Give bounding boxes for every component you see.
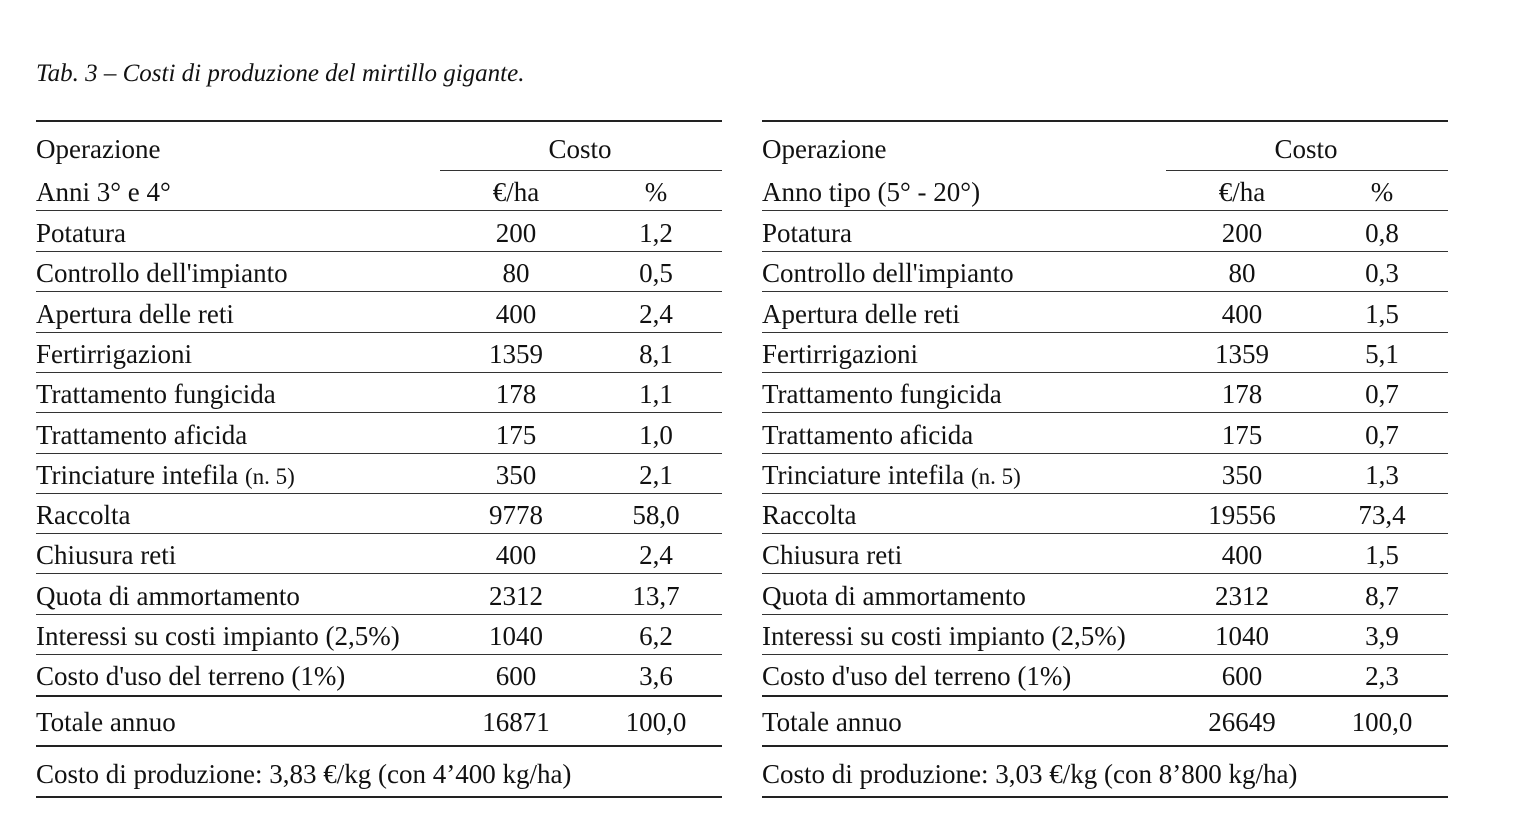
- row-label-text: Potatura: [762, 218, 852, 248]
- table-rule: [762, 573, 1448, 574]
- row-percent-value: 0,7: [1365, 419, 1399, 450]
- row-eur-value: 2312: [489, 580, 543, 611]
- table-rule: [36, 291, 722, 292]
- row-label: [36, 415, 247, 455]
- table-rule: [762, 372, 1448, 373]
- header-eur-per-ha: €/ha: [492, 177, 540, 207]
- row-percent-value: 0,3: [1365, 258, 1399, 289]
- row-eur-value: 600: [1221, 661, 1263, 692]
- row-label: [36, 576, 300, 616]
- row-percent-value: 1,3: [1365, 459, 1399, 490]
- row-label-text: Interessi su costi impianto (2,5%): [36, 621, 400, 651]
- row-label: [36, 495, 130, 535]
- cost-table-typical-year: [762, 0, 1450, 833]
- row-percent-value: 0,8: [1365, 218, 1399, 248]
- table-rule: [762, 745, 1448, 747]
- row-eur-value: 178: [495, 379, 537, 410]
- table-rule: [36, 412, 722, 413]
- table-rule: [36, 745, 722, 747]
- production-cost-note: Costo di produzione: 3,03 €/kg (con 8’800 kg/ha): [762, 759, 1298, 789]
- table-rule: [1166, 170, 1448, 171]
- table-rule: [762, 291, 1448, 292]
- row-label: [36, 374, 276, 414]
- row-label-text: Trinciature intefila: [762, 459, 965, 490]
- row-percent-value: 1,1: [639, 379, 673, 410]
- row-label-note: (n. 5): [244, 463, 295, 489]
- row-label-text: Apertura delle reti: [762, 298, 960, 329]
- row-eur-value: 600: [495, 661, 537, 692]
- total-label: Totale annuo: [36, 707, 176, 737]
- row-label: [36, 294, 234, 334]
- row-label: [762, 576, 1026, 616]
- total-percent-value: 100,0: [1351, 707, 1413, 737]
- row-eur-value: 350: [1221, 459, 1263, 490]
- table-rule: [36, 695, 722, 697]
- header-percent: %: [1370, 177, 1394, 207]
- row-eur-value: 175: [1221, 419, 1263, 450]
- row-percent-value: 2,4: [639, 540, 673, 571]
- row-label: [762, 253, 1014, 293]
- row-label-text: Potatura: [36, 218, 126, 248]
- row-percent-value: 1,5: [1365, 540, 1399, 571]
- row-label-text: Costo d'uso del terreno (1%): [36, 661, 346, 692]
- header-costo: Costo: [548, 134, 612, 164]
- production-cost-note: Costo di produzione: 3,83 €/kg (con 4’400 kg/ha): [36, 759, 572, 789]
- table-caption: Tab. 3 – Costi di produzione del mirtillo gigante.: [36, 60, 525, 87]
- table-rule: [36, 573, 722, 574]
- row-label-text: Quota di ammortamento: [36, 580, 300, 611]
- row-label-text: Interessi su costi impianto (2,5%): [762, 621, 1126, 651]
- row-label-text: Raccolta: [762, 500, 857, 531]
- row-percent-value: 8,1: [639, 338, 673, 369]
- table-rule: [762, 412, 1448, 413]
- table-rule: [762, 533, 1448, 534]
- row-label-text: Raccolta: [36, 500, 131, 531]
- row-label: [36, 253, 288, 293]
- row-eur-value: 400: [1221, 540, 1263, 571]
- table-rule: [762, 210, 1448, 211]
- row-percent-value: 13,7: [632, 580, 680, 611]
- row-label: [762, 495, 856, 535]
- header-operazione: Operazione: [762, 134, 887, 164]
- row-label: [762, 415, 973, 455]
- row-eur-value: 400: [1221, 298, 1263, 329]
- row-label-note: (n. 5): [970, 463, 1021, 489]
- row-label: [36, 616, 400, 656]
- row-label-text: Fertirrigazioni: [762, 338, 918, 369]
- row-label: [762, 213, 852, 253]
- total-eur-value: 16871: [482, 707, 550, 737]
- row-percent-value: 5,1: [1365, 338, 1399, 369]
- row-percent-value: 0,7: [1365, 379, 1399, 410]
- total-eur-value: 26649: [1208, 707, 1276, 737]
- row-eur-value: 175: [495, 419, 537, 450]
- row-label: [762, 374, 1002, 414]
- header-eur-per-ha: €/ha: [1218, 177, 1266, 207]
- row-percent-value: 2,4: [639, 298, 673, 329]
- table-rule: [762, 695, 1448, 697]
- row-eur-value: 19556: [1208, 500, 1276, 531]
- table-rule: [36, 372, 722, 373]
- row-label-text: Chiusura reti: [36, 540, 177, 571]
- row-eur-value: 9778: [489, 500, 543, 531]
- table-rule: [762, 654, 1448, 655]
- row-eur-value: 178: [1221, 379, 1263, 410]
- table-rule: [762, 251, 1448, 252]
- row-percent-value: 6,2: [639, 621, 673, 651]
- row-label: [762, 294, 960, 334]
- row-percent-value: 8,7: [1365, 580, 1399, 611]
- header-costo: Costo: [1274, 134, 1338, 164]
- table-rule: [36, 614, 722, 615]
- row-eur-value: 1359: [1215, 338, 1269, 369]
- row-label: [762, 616, 1126, 656]
- row-eur-value: 200: [1221, 218, 1263, 248]
- row-eur-value: 80: [1228, 258, 1256, 289]
- row-label-text: Costo d'uso del terreno (1%): [762, 661, 1072, 692]
- table-rule: [762, 796, 1448, 798]
- header-percent: %: [644, 177, 668, 207]
- row-eur-value: 2312: [1215, 580, 1269, 611]
- row-eur-value: 1359: [489, 338, 543, 369]
- row-eur-value: 400: [495, 540, 537, 571]
- row-label: [36, 535, 176, 575]
- row-label: [762, 535, 902, 575]
- row-percent-value: 1,2: [639, 218, 673, 248]
- row-eur-value: 80: [502, 258, 530, 289]
- row-label-text: Trattamento aficida: [36, 419, 248, 450]
- table-rule: [762, 614, 1448, 615]
- row-eur-value: 1040: [489, 621, 543, 651]
- row-label-text: Quota di ammortamento: [762, 580, 1026, 611]
- header-period: Anni 3° e 4°: [36, 177, 171, 207]
- header-operazione: Operazione: [36, 134, 161, 164]
- row-label-text: Trattamento aficida: [762, 419, 974, 450]
- table-rule: [440, 170, 722, 171]
- row-percent-value: 2,3: [1365, 661, 1399, 692]
- row-label-text: Trattamento fungicida: [762, 379, 1002, 410]
- row-label: [36, 334, 192, 374]
- row-label-text: Trattamento fungicida: [36, 379, 276, 410]
- row-label: [36, 455, 295, 495]
- table-rule: [36, 654, 722, 655]
- table-rule: [36, 332, 722, 333]
- row-label: [36, 213, 126, 253]
- row-eur-value: 1040: [1215, 621, 1269, 651]
- row-label-text: Controllo dell'impianto: [762, 258, 1014, 289]
- row-label: [762, 334, 918, 374]
- table-rule: [36, 210, 722, 211]
- row-label-text: Trinciature intefila: [36, 459, 239, 490]
- table-rule: [762, 120, 1448, 122]
- row-label-text: Apertura delle reti: [36, 298, 234, 329]
- table-rule: [36, 493, 722, 494]
- row-eur-value: 350: [495, 459, 537, 490]
- table-rule: [36, 251, 722, 252]
- table-rule: [36, 120, 722, 122]
- table-rule: [762, 332, 1448, 333]
- row-percent-value: 3,9: [1365, 621, 1399, 651]
- row-label: [36, 656, 345, 696]
- row-eur-value: 400: [495, 298, 537, 329]
- row-percent-value: 73,4: [1358, 500, 1406, 531]
- total-percent-value: 100,0: [625, 707, 687, 737]
- row-label: [762, 656, 1071, 696]
- row-percent-value: 1,5: [1365, 298, 1399, 329]
- table-rule: [36, 796, 722, 798]
- table-rule: [762, 493, 1448, 494]
- row-label-text: Controllo dell'impianto: [36, 258, 288, 289]
- row-label-text: Fertirrigazioni: [36, 338, 192, 369]
- table-rule: [36, 533, 722, 534]
- row-percent-value: 2,1: [639, 459, 673, 490]
- row-percent-value: 3,6: [639, 661, 673, 692]
- row-percent-value: 1,0: [639, 419, 673, 450]
- row-percent-value: 58,0: [632, 500, 680, 531]
- total-label: Totale annuo: [762, 707, 902, 737]
- cost-table-years-3-4: [36, 0, 724, 833]
- row-percent-value: 0,5: [639, 258, 673, 289]
- header-period: Anno tipo (5° - 20°): [762, 177, 981, 207]
- row-label-text: Chiusura reti: [762, 540, 903, 571]
- row-label: [762, 455, 1021, 495]
- row-eur-value: 200: [495, 218, 537, 248]
